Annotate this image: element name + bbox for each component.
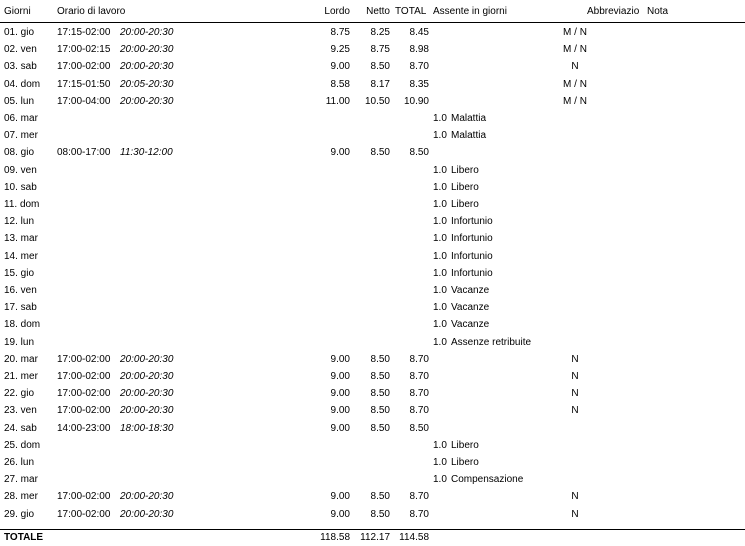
row-total: 8.70 [409, 388, 429, 400]
table-row [0, 130, 745, 147]
row-day: 08. gio [4, 147, 35, 159]
row-lordo: 9.00 [330, 405, 350, 417]
row-day: 22. gio [4, 388, 35, 400]
header-assente: Assente in giorni [433, 6, 507, 17]
row-total: 8.70 [409, 353, 429, 365]
row-lordo: 9.00 [330, 388, 350, 400]
row-total: 8.70 [409, 491, 429, 503]
table-row [0, 319, 745, 336]
row-lordo: 9.00 [330, 353, 350, 365]
table-row [0, 182, 745, 199]
totals-label: TOTALE [4, 532, 44, 543]
row-day: 21. mer [4, 371, 38, 382]
row-total: 8.45 [409, 27, 429, 38]
row-day: 26. lun [4, 457, 35, 468]
row-lordo: 9.25 [330, 44, 350, 56]
row-break: 20:00-20:30 [120, 405, 174, 417]
row-lordo: 9.00 [330, 61, 350, 73]
row-break: 20:05-20:30 [120, 78, 174, 90]
row-abbreviation: N [571, 405, 579, 417]
table-row [0, 233, 745, 250]
row-absence-days: 1.0 [433, 130, 447, 142]
table-row [0, 337, 745, 354]
header-lordo: Lordo [324, 6, 350, 17]
table-row [0, 423, 745, 440]
table-row [0, 457, 745, 474]
header-nota: Nota [647, 6, 669, 17]
row-abbreviation: M / N [563, 27, 587, 38]
row-netto: 8.50 [370, 388, 390, 400]
row-total: 8.70 [409, 508, 429, 520]
row-abbreviation: N [571, 508, 579, 520]
row-total: 8.98 [409, 44, 429, 56]
row-work-hours: 14:00-23:00 [57, 422, 111, 434]
totals-lordo: 118.58 [320, 532, 350, 543]
table-row [0, 405, 745, 422]
row-absence-type: Libero [451, 199, 479, 210]
table-row [0, 165, 745, 182]
row-netto: 8.50 [370, 371, 390, 382]
row-break: 20:00-20:30 [120, 44, 174, 56]
row-break: 20:00-20:30 [120, 491, 174, 503]
row-total: 8.50 [409, 422, 429, 434]
row-abbreviation: N [571, 353, 579, 365]
table-row [0, 268, 745, 285]
row-absence-type: Libero [451, 457, 479, 468]
row-lordo: 9.00 [330, 508, 350, 520]
row-day: 13. mar [4, 233, 38, 245]
table-row [0, 491, 745, 508]
row-absence-days: 1.0 [433, 285, 447, 296]
row-break: 20:00-20:30 [120, 388, 174, 400]
header-giorni: Giorni [4, 6, 31, 17]
row-netto: 8.75 [370, 44, 390, 56]
row-work-hours: 17:00-02:00 [57, 491, 111, 503]
row-absence-days: 1.0 [433, 233, 447, 245]
row-total: 8.70 [409, 61, 429, 73]
table-row [0, 509, 745, 526]
row-day: 03. sab [4, 61, 37, 73]
row-lordo: 9.00 [330, 422, 350, 434]
row-absence-days: 1.0 [433, 216, 447, 228]
row-netto: 8.50 [370, 405, 390, 417]
row-total: 10.90 [403, 95, 429, 107]
row-break: 20:00-20:30 [120, 61, 174, 73]
row-day: 17. sab [4, 302, 37, 314]
row-total: 8.70 [409, 405, 429, 417]
row-day: 27. mar [4, 474, 38, 486]
table-row [0, 302, 745, 319]
row-absence-days: 1.0 [433, 457, 447, 468]
table-row [0, 27, 745, 44]
row-work-hours: 17:15-02:00 [57, 27, 111, 38]
table-row [0, 44, 745, 61]
row-abbreviation: M / N [563, 95, 587, 107]
row-abbreviation: N [571, 61, 579, 73]
header-orario: Orario di lavoro [57, 6, 126, 17]
row-total: 8.35 [409, 78, 429, 90]
row-absence-type: Malattia [451, 113, 487, 124]
row-break: 20:00-20:30 [120, 371, 174, 382]
row-absence-days: 1.0 [433, 199, 447, 210]
table-row [0, 251, 745, 268]
row-work-hours: 17:00-04:00 [57, 95, 111, 107]
table-row [0, 371, 745, 388]
row-day: 04. dom [4, 78, 41, 90]
table-row [0, 440, 745, 457]
row-day: 07. mer [4, 130, 38, 142]
row-netto: 8.25 [370, 27, 390, 38]
row-break: 20:00-20:30 [120, 508, 174, 520]
row-day: 20. mar [4, 353, 38, 365]
row-work-hours: 17:00-02:00 [57, 405, 111, 417]
row-break: 20:00-20:30 [120, 353, 174, 365]
row-lordo: 9.00 [330, 491, 350, 503]
row-day: 24. sab [4, 422, 37, 434]
row-absence-days: 1.0 [433, 319, 447, 331]
table-row [0, 474, 745, 491]
row-total: 8.50 [409, 147, 429, 159]
row-day: 09. ven [4, 164, 37, 176]
row-total: 8.70 [409, 371, 429, 382]
row-absence-days: 1.0 [433, 181, 447, 193]
row-absence-type: Infortunio [451, 216, 493, 228]
row-absence-type: Libero [451, 181, 479, 193]
row-netto: 8.50 [370, 491, 390, 503]
row-netto: 8.50 [370, 422, 390, 434]
row-work-hours: 08:00-17:00 [57, 147, 111, 159]
row-work-hours: 17:00-02:00 [57, 388, 111, 400]
row-absence-days: 1.0 [433, 164, 447, 176]
table-row [0, 113, 745, 130]
row-day: 11. dom [4, 199, 40, 210]
row-day: 06. mar [4, 113, 38, 124]
row-absence-type: Vacanze [451, 285, 490, 296]
row-abbreviation: M / N [563, 44, 587, 56]
row-break: 18:00-18:30 [120, 422, 174, 434]
row-day: 16. ven [4, 285, 37, 296]
header-total: TOTAL [395, 6, 427, 17]
row-work-hours: 17:00-02:00 [57, 61, 111, 73]
row-netto: 8.50 [370, 147, 390, 159]
row-day: 10. sab [4, 181, 37, 193]
row-day: 14. mer [4, 250, 38, 262]
row-absence-type: Infortunio [451, 267, 493, 279]
row-netto: 8.50 [370, 508, 390, 520]
row-break: 20:00-20:30 [120, 95, 174, 107]
row-day: 29. gio [4, 508, 35, 520]
row-lordo: 9.00 [330, 147, 350, 159]
row-absence-days: 1.0 [433, 439, 447, 451]
row-absence-type: Vacanze [451, 319, 490, 331]
row-day: 02. ven [4, 44, 37, 56]
row-abbreviation: N [571, 388, 579, 400]
row-absence-type: Vacanze [451, 302, 490, 314]
row-abbreviation: N [571, 491, 579, 503]
row-absence-type: Assenze retribuite [451, 336, 532, 348]
row-day: 23. ven [4, 405, 37, 417]
totals-divider [0, 529, 745, 530]
row-netto: 8.50 [370, 353, 390, 365]
row-absence-days: 1.0 [433, 336, 447, 348]
row-netto: 10.50 [364, 95, 390, 107]
row-work-hours: 17:00-02:15 [57, 44, 111, 56]
row-day: 12. lun [4, 216, 35, 228]
row-work-hours: 17:00-02:00 [57, 353, 111, 365]
row-absence-days: 1.0 [433, 113, 447, 124]
row-abbreviation: M / N [563, 78, 587, 90]
row-absence-type: Infortunio [451, 233, 493, 245]
row-lordo: 8.75 [330, 27, 350, 38]
row-day: 28. mer [4, 491, 38, 503]
row-day: 15. gio [4, 267, 35, 279]
row-absence-days: 1.0 [433, 250, 447, 262]
row-work-hours: 17:00-02:00 [57, 508, 111, 520]
row-break: 20:00-20:30 [120, 27, 174, 38]
table-row [0, 79, 745, 96]
table-row [0, 61, 745, 78]
row-lordo: 8.58 [330, 78, 350, 90]
row-lordo: 11.00 [325, 95, 350, 107]
table-row [0, 96, 745, 113]
row-absence-days: 1.0 [433, 267, 447, 279]
row-absence-type: Libero [451, 164, 479, 176]
table-row [0, 216, 745, 233]
row-work-hours: 17:00-02:00 [57, 371, 111, 382]
row-absence-days: 1.0 [433, 302, 447, 314]
table-row [0, 388, 745, 405]
row-day: 18. dom [4, 319, 41, 331]
row-absence-type: Malattia [451, 130, 487, 142]
row-day: 25. dom [4, 439, 41, 451]
table-row [0, 354, 745, 371]
row-absence-type: Infortunio [451, 250, 493, 262]
table-row [0, 147, 745, 164]
row-day: 01. gio [4, 27, 35, 38]
totals-netto: 112.17 [360, 532, 390, 543]
row-netto: 8.17 [370, 78, 390, 90]
row-absence-type: Libero [451, 439, 479, 451]
header-netto: Netto [366, 6, 390, 17]
row-absence-days: 1.0 [433, 474, 447, 486]
row-break: 11:30-12:00 [120, 147, 173, 159]
header-abbreviazio: Abbreviazio [587, 6, 640, 17]
table-row [0, 285, 745, 302]
row-absence-type: Compensazione [451, 474, 524, 486]
row-lordo: 9.00 [330, 371, 350, 382]
table-row [0, 199, 745, 216]
row-netto: 8.50 [370, 61, 390, 73]
row-day: 19. lun [4, 336, 35, 348]
row-work-hours: 17:15-01:50 [57, 78, 111, 90]
row-abbreviation: N [571, 371, 579, 382]
row-day: 05. lun [4, 95, 35, 107]
totals-total: 114.58 [399, 532, 429, 543]
